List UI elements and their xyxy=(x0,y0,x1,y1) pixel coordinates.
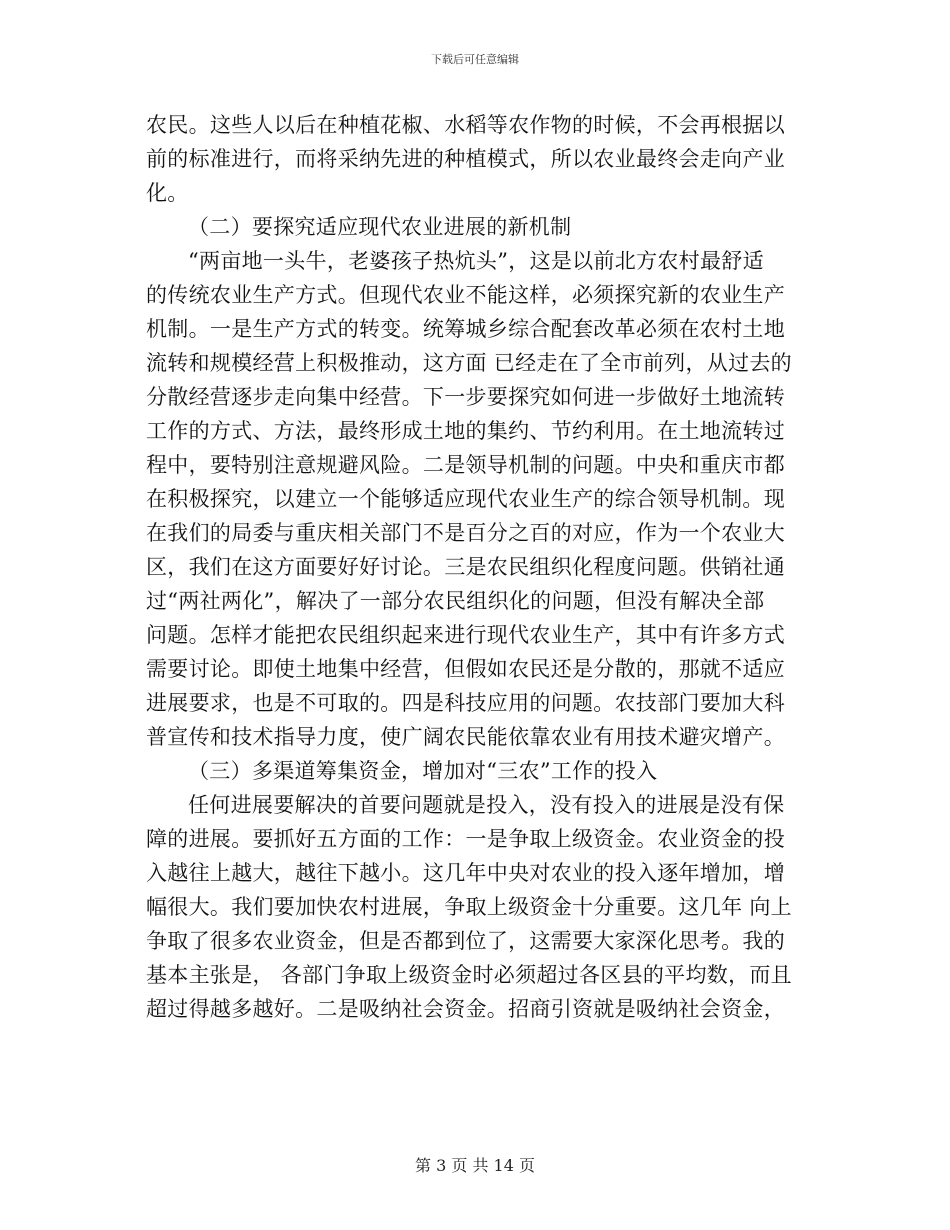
text-line: 的传统农业生产方式。但现代农业不能这样，必须探究新的农业生产 xyxy=(146,283,785,307)
text-line: 超过得越多越好。二是吸纳社会资金。招商引资就是吸纳社会资金， xyxy=(146,997,785,1021)
text-line: 工作的方式、方法，最终形成土地的集约、节约利用。在土地流转过 xyxy=(146,419,785,443)
text-line: 在积极探究，以建立一个能够适应现代农业生产的综合领导机制。现 xyxy=(146,487,785,511)
paragraph xyxy=(146,788,806,1026)
paragraph xyxy=(146,108,806,210)
text-line: 前的标准进行，而将采纳先进的种植模式，所以农业最终会走向产业 xyxy=(146,147,785,171)
text-line: 争取了很多农业资金，但是否都到位了，这需要大家深化思考。我的 xyxy=(146,929,785,953)
text-line: 程中，要特别注意规避风险。二是领导机制的问题。中央和重庆市都 xyxy=(146,453,785,477)
section-heading xyxy=(146,210,806,244)
text-line: 幅很大。我们要加快农村进展，争取上级资金十分重要。这几年 向上 xyxy=(146,895,792,919)
text-line: 分散经营逐步走向集中经营。下一步要探究如何进一步做好土地流转 xyxy=(146,385,785,409)
text-line: 流转和规模经营上积极推动，这方面 已经走在了全市前列，从过去的 xyxy=(146,351,792,375)
document-body xyxy=(146,108,806,1026)
text-line: 障的进展。要抓好五方面的工作：一是争取上级资金。农业资金的投 xyxy=(146,827,785,851)
text-line: 农民。这些人以后在种植花椒、水稻等农作物的时候，不会再根据以 xyxy=(146,113,785,137)
text-line: 在我们的局委与重庆相关部门不是百分之百的对应，作为一个农业大 xyxy=(146,521,785,545)
section-heading xyxy=(146,754,806,788)
text-line: 入越往上越大，越往下越小。这几年中央对农业的投入逐年增加，增 xyxy=(146,861,785,885)
text-line: 普宣传和技术指导力度，使广阔农民能依靠农业有用技术避灾增产。 xyxy=(146,725,785,749)
text-line: 进展要求，也是不可取的。四是科技应用的问题。农技部门要加大科 xyxy=(146,691,785,715)
text-line: 化。 xyxy=(146,181,189,205)
paragraph xyxy=(146,244,806,754)
text-line: 问题。怎样才能把农民组织起来进行现代农业生产，其中有许多方式 xyxy=(146,623,785,647)
text-line: 过“两社两化”，解决了一部分农民组织化的问题，但没有解决全部 xyxy=(146,589,765,613)
page-footer: 第 3 页 共 14 页 xyxy=(415,1156,535,1175)
text-line: 机制。一是生产方式的转变。统筹城乡综合配套改革必须在农村土地 xyxy=(146,317,785,341)
text-line: 基本主张是， 各部门争取上级资金时必须超过各区县的平均数，而且 xyxy=(146,963,792,987)
text-line: （三）多渠道筹集资金，增加对“三农”工作的投入 xyxy=(188,759,658,783)
text-line: （二）要探究适应现代农业进展的新机制 xyxy=(188,215,572,239)
text-line: “两亩地一头牛，老婆孩子热炕头”，这是以前北方农村最舒适 xyxy=(188,249,764,273)
text-line: 区，我们在这方面要好好讨论。三是农民组织化程度问题。供销社通 xyxy=(146,555,785,579)
text-line: 任何进展要解决的首要问题就是投入，没有投入的进展是没有保 xyxy=(188,793,785,817)
text-line: 需要讨论。即使土地集中经营，但假如农民还是分散的，那就不适应 xyxy=(146,657,785,681)
page-header: 下载后可任意编辑 xyxy=(431,53,519,66)
